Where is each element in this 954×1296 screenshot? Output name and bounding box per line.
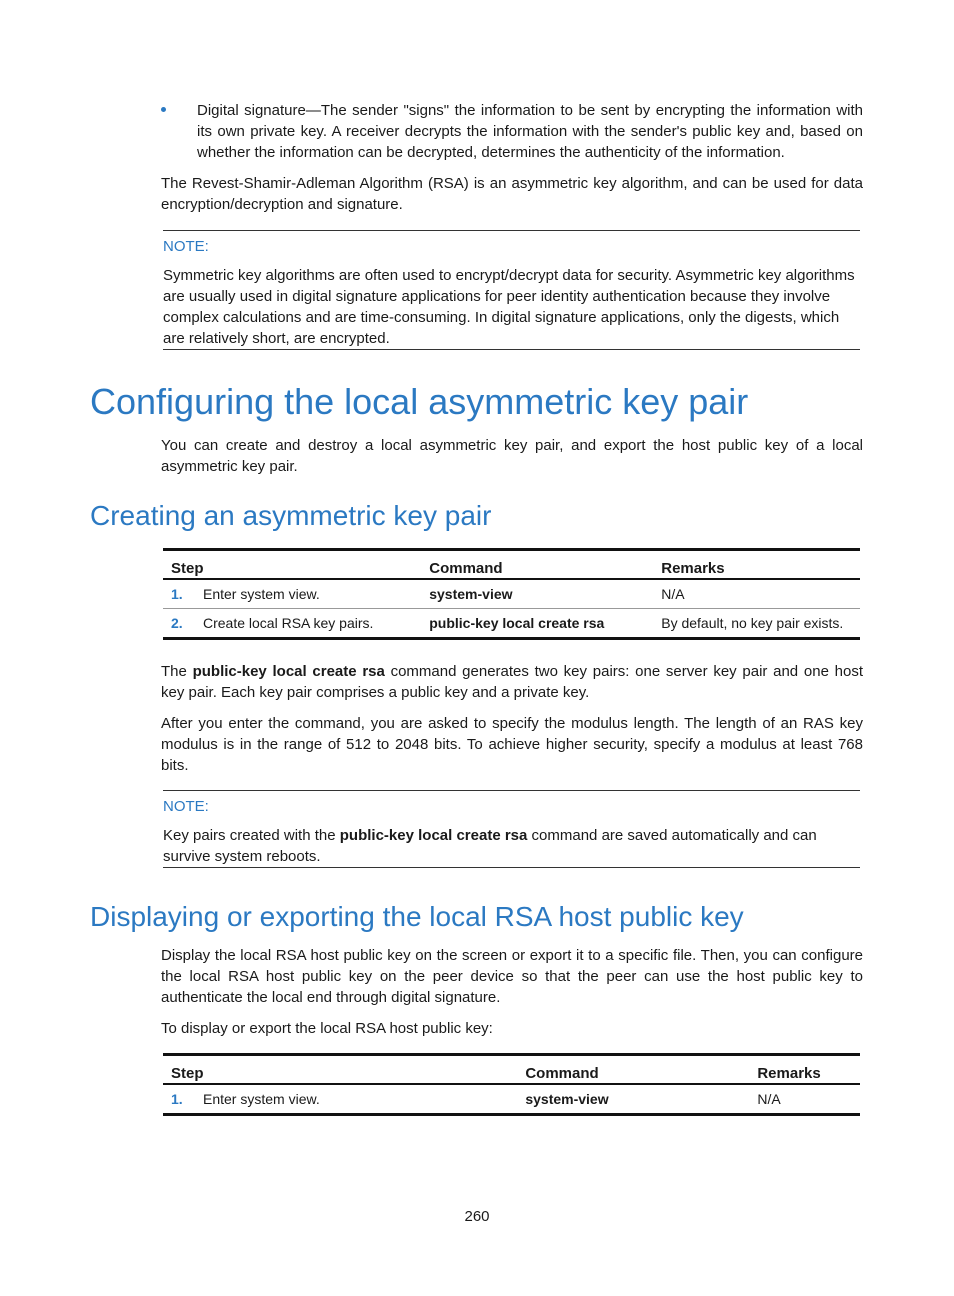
step-command: public-key local create rsa <box>421 609 653 639</box>
chapter-title: Configuring the local asymmetric key pair <box>90 381 749 422</box>
header-command: Command <box>421 550 653 580</box>
table-row <box>163 1084 860 1115</box>
note-label: NOTE: <box>163 798 209 815</box>
header-command: Command <box>517 1055 749 1085</box>
note-bottom-rule <box>163 349 860 350</box>
create-paragraph-1 <box>161 661 863 703</box>
table-row <box>163 579 860 609</box>
note-text <box>163 825 860 867</box>
note-text: Symmetric key algorithms are often used to encrypt/decrypt data for security. Asymmetric key algorithms are usually used in digital signature applications for peer identity authentication because they involve complex calculations and are time-consuming. In digital signature applications, only the digests, which are relatively short, are encrypted. <box>163 267 855 347</box>
section-title-create: Creating an asymmetric key pair <box>90 500 492 531</box>
note-bottom-rule <box>163 867 860 868</box>
bullet-digital-signature: Digital signature—The sender "signs" the information to be sent by encrypting the information with its own private key. A receiver decrypts the information with the sender's public key and, based on whether the information can be decrypted, determines the authenticity of the information. <box>197 102 863 161</box>
table-header-row <box>163 550 860 580</box>
step-command: system-view <box>421 579 653 609</box>
text-suffix: command are saved automatically and can survive system reboots. <box>163 827 817 865</box>
text-prefix: Key pairs created with the <box>163 827 340 844</box>
inline-command: public-key local create rsa <box>192 663 385 680</box>
chapter-intro: You can create and destroy a local asymmetric key pair, and export the host public key of a local asymmetric key pair. <box>161 437 863 475</box>
step-remarks: By default, no key pair exists. <box>653 609 860 639</box>
header-remarks: Remarks <box>653 550 860 580</box>
text-prefix: The <box>161 663 193 680</box>
section-title-display: Displaying or exporting the local RSA host public key <box>90 901 744 932</box>
page-number: 260 <box>464 1208 490 1225</box>
step-description: Create local RSA key pairs. <box>195 609 421 639</box>
create-paragraph-2: After you enter the command, you are asked to specify the modulus length. The length of an RAS key modulus is in the range of 512 to 2048 bits. To achieve higher security, specify a modulus at least 768 bits. <box>161 715 863 774</box>
bullet-icon <box>161 107 166 112</box>
step-remarks: N/A <box>653 579 860 609</box>
table-header-row <box>163 1055 860 1085</box>
step-command: system-view <box>517 1084 749 1115</box>
step-description: Enter system view. <box>195 1084 517 1115</box>
display-key-table <box>163 1053 860 1116</box>
display-paragraph-1: Display the local RSA host public key on the screen or export it to a specific file. Then, you can configure the local RSA host public key on the peer device so that the peer can use the host public key to authenticate the local end through digital signature. <box>161 947 863 1006</box>
header-step: Step <box>163 1055 517 1085</box>
step-remarks: N/A <box>749 1084 860 1115</box>
header-step: Step <box>163 550 421 580</box>
note-top-rule <box>163 790 860 791</box>
display-paragraph-2: To display or export the local RSA host public key: <box>161 1020 493 1037</box>
rsa-paragraph: The Revest-Shamir-Adleman Algorithm (RSA) is an asymmetric key algorithm, and can be used for data encryption/decryption and signature. <box>161 175 863 213</box>
inline-command: public-key local create rsa <box>339 827 528 844</box>
create-key-table <box>163 548 860 640</box>
text-suffix: command generates two key pairs: one server key pair and one host key pair. Each key pair comprises a public key and a private key. <box>161 663 863 701</box>
header-remarks: Remarks <box>749 1055 860 1085</box>
step-description: Enter system view. <box>195 579 421 609</box>
note-label: NOTE: <box>163 238 209 255</box>
step-number: 1. <box>163 1084 195 1115</box>
table-row <box>163 609 860 639</box>
note-top-rule <box>163 230 860 231</box>
step-number: 2. <box>163 609 195 639</box>
step-number: 1. <box>163 579 195 609</box>
